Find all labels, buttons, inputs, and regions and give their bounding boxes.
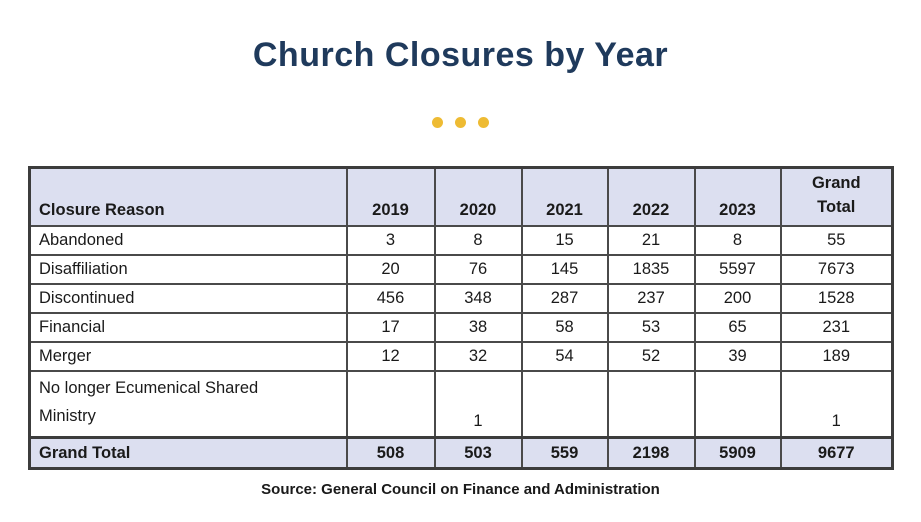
value-cell: 200 [695,284,781,313]
column-header-2022: 2022 [608,168,695,226]
value-cell: 5597 [695,255,781,284]
bullet-dot-icon [455,117,466,128]
column-header-grand-total: Grand Total [781,168,893,226]
grand-total-value-cell: 9677 [781,438,893,469]
closure-reason-cell: Discontinued [30,284,347,313]
closure-reason-cell: Disaffiliation [30,255,347,284]
table-row [30,371,893,438]
table-row [30,284,893,313]
bullet-dot-icon [432,117,443,128]
grand-total-row [30,438,893,469]
value-cell: 65 [695,313,781,342]
value-cell: 7673 [781,255,893,284]
value-cell [522,371,608,438]
table-row [30,226,893,255]
value-cell: 8 [435,226,522,255]
value-cell: 1528 [781,284,893,313]
value-cell: 348 [435,284,522,313]
value-cell: 12 [347,342,435,371]
table-body [30,226,893,469]
value-cell: 287 [522,284,608,313]
value-cell: 20 [347,255,435,284]
grand-total-value-cell: 559 [522,438,608,469]
value-cell [695,371,781,438]
column-header-closure-reason: Closure Reason [30,168,347,226]
value-cell: 145 [522,255,608,284]
table-header-row [30,168,893,226]
value-cell: 17 [347,313,435,342]
grand-total-value-cell: 5909 [695,438,781,469]
grand-total-value-cell: 2198 [608,438,695,469]
closure-reason-cell: Financial [30,313,347,342]
value-cell: 76 [435,255,522,284]
column-header-2023: 2023 [695,168,781,226]
value-cell: 1 [781,371,893,438]
closures-table [28,166,894,470]
title-divider-dots [0,117,921,128]
column-header-2019: 2019 [347,168,435,226]
page-title: Church Closures by Year [252,36,669,74]
closure-reason-cell: Abandoned [30,226,347,255]
value-cell: 38 [435,313,522,342]
closure-reason-cell: Merger [30,342,347,371]
value-cell: 8 [695,226,781,255]
value-cell: 456 [347,284,435,313]
table-row [30,342,893,371]
value-cell: 39 [695,342,781,371]
value-cell: 237 [608,284,695,313]
value-cell: 3 [347,226,435,255]
table-row [30,255,893,284]
closures-table-container [28,166,894,470]
value-cell: 52 [608,342,695,371]
source-attribution: Source: General Council on Finance and Administration [261,481,660,498]
row-label-text: No longer Ecumenical Shared Ministry [39,378,259,426]
value-cell: 231 [781,313,893,342]
value-cell: 32 [435,342,522,371]
column-header-2021: 2021 [522,168,608,226]
bullet-dot-icon [478,117,489,128]
grand-total-value-cell: 508 [347,438,435,469]
value-cell [347,371,435,438]
value-cell: 21 [608,226,695,255]
value-cell: 189 [781,342,893,371]
value-cell: 58 [522,313,608,342]
value-cell: 15 [522,226,608,255]
value-cell: 1835 [608,255,695,284]
value-cell: 53 [608,313,695,342]
value-cell: 1 [435,371,522,438]
value-cell: 55 [781,226,893,255]
table-row [30,313,893,342]
grand-total-value-cell: 503 [435,438,522,469]
value-cell: 54 [522,342,608,371]
column-header-2020: 2020 [435,168,522,226]
closure-reason-cell [30,371,347,438]
value-cell [608,371,695,438]
grand-total-label-cell: Grand Total [30,438,347,469]
